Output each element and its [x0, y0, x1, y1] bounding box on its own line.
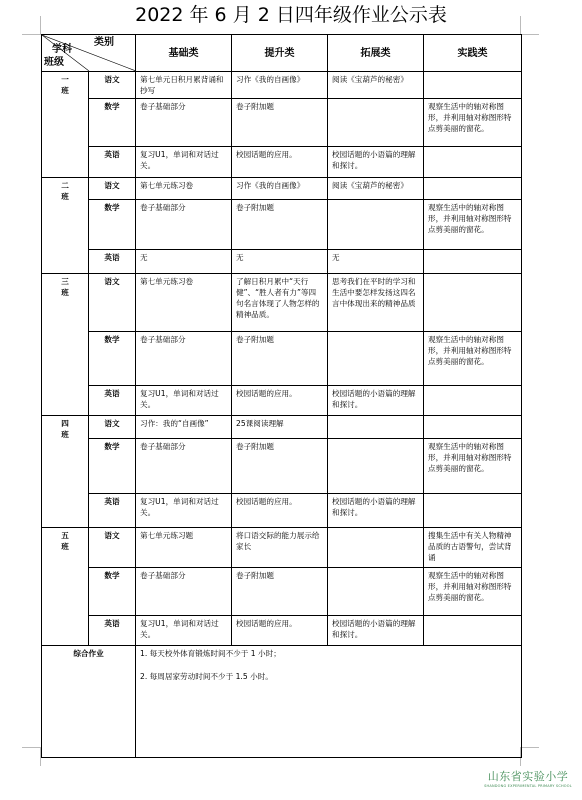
homework-cell-basic: 第七单元练习卷: [136, 274, 232, 332]
homework-cell-improve: 卷子附加题: [232, 568, 328, 616]
header-subject-label: 学科: [52, 44, 72, 55]
table-row: [42, 439, 522, 494]
subject-label-chinese: 语文: [89, 178, 136, 200]
subject-label-english: 英语: [89, 616, 136, 646]
summary-item-sports: 1. 每天校外体育锻炼时间不少于 1 小时；: [140, 649, 281, 658]
homework-cell-improve: 校园话题的应用。: [232, 147, 328, 178]
homework-cell-improve: 习作《我的自画像》: [232, 178, 328, 200]
crop-mark-bottom-left: [22, 747, 41, 766]
homework-cell-practice: [424, 250, 522, 274]
homework-cell-extend: 校园话题的小语篇的理解和探讨。: [328, 147, 424, 178]
table-row: [42, 250, 522, 274]
column-header-basic: 基础类: [136, 35, 232, 72]
class-label: 五 班: [42, 528, 89, 646]
subject-label-english: 英语: [89, 494, 136, 528]
homework-cell-basic: 第七单元日积月累背诵和抄写: [136, 72, 232, 99]
table-row: [42, 200, 522, 250]
homework-cell-extend: 思考我们在平时的学习和生活中要怎样发扬这四名言中体现出来的精神品质: [328, 274, 424, 332]
table-row: [42, 416, 522, 439]
column-header-practice: 实践类: [424, 35, 522, 72]
homework-cell-extend: 阅读《宝葫芦的秘密》: [328, 178, 424, 200]
homework-cell-basic: 卷子基础部分: [136, 332, 232, 386]
homework-cell-practice: [424, 72, 522, 99]
school-logo-name: 山东省实验小学: [487, 770, 569, 783]
crop-mark-bottom-right: [520, 747, 539, 766]
school-logo-english: SHANDONG EXPERIMENTAL PRIMARY SCHOOL: [484, 784, 572, 788]
homework-cell-improve: 校园话题的应用。: [232, 616, 328, 646]
homework-cell-practice: 观察生活中的轴对称图形，并利用轴对称图形特点剪美丽的窗花。: [424, 439, 522, 494]
subject-label-chinese: 语文: [89, 72, 136, 99]
homework-cell-extend: [328, 332, 424, 386]
homework-cell-extend: [328, 568, 424, 616]
table-row: [42, 494, 522, 528]
school-logo: [478, 768, 578, 788]
homework-cell-basic: 卷子基础部分: [136, 99, 232, 147]
table-row: [42, 568, 522, 616]
table-row: [42, 72, 522, 99]
subject-label-math: 数学: [89, 568, 136, 616]
homework-cell-practice: [424, 386, 522, 416]
class-label: 二 班: [42, 178, 89, 274]
subject-label-english: 英语: [89, 147, 136, 178]
homework-cell-practice: 观察生活中的轴对称图形，并利用轴对称图形特点剪美丽的窗花。: [424, 332, 522, 386]
subject-label-chinese: 语文: [89, 416, 136, 439]
homework-table: [41, 34, 522, 758]
homework-cell-basic: 复习U1，单词和对话过关。: [136, 147, 232, 178]
table-row: [42, 386, 522, 416]
subject-label-math: 数学: [89, 439, 136, 494]
homework-cell-extend: [328, 439, 424, 494]
homework-cell-improve: 卷子附加题: [232, 439, 328, 494]
subject-label-english: 英语: [89, 386, 136, 416]
homework-cell-extend: 无: [328, 250, 424, 274]
homework-cell-improve: 卷子附加题: [232, 200, 328, 250]
homework-cell-practice: [424, 494, 522, 528]
homework-cell-practice: 观察生活中的轴对称图形，并利用轴对称图形特点剪美丽的窗花。: [424, 568, 522, 616]
summary-item-housework: 2. 每周居家劳动时间不少于 1.5 小时。: [140, 672, 273, 681]
homework-cell-practice: [424, 147, 522, 178]
class-label: 三 班: [42, 274, 89, 416]
homework-cell-extend: 阅读《宝葫芦的秘密》: [328, 72, 424, 99]
subject-label-math: 数学: [89, 200, 136, 250]
homework-cell-practice: [424, 416, 522, 439]
homework-cell-improve: 将口语交际的能力展示给家长: [232, 528, 328, 568]
homework-cell-practice: [424, 274, 522, 332]
column-header-extend: 拓展类: [328, 35, 424, 72]
homework-cell-extend: 校园话题的小语篇的理解和探讨。: [328, 386, 424, 416]
homework-cell-improve: 卷子附加题: [232, 99, 328, 147]
homework-cell-practice: 观察生活中的轴对称图形，并利用轴对称图形特点剪美丽的窗花。: [424, 99, 522, 147]
table-row: [42, 178, 522, 200]
summary-content: [136, 646, 522, 758]
homework-cell-practice: 搜集生活中有关人物精神品质的古语警句，尝试背诵: [424, 528, 522, 568]
homework-cell-basic: 卷子基础部分: [136, 200, 232, 250]
homework-cell-basic: 复习U1，单词和对话过关。: [136, 494, 232, 528]
homework-cell-improve: 习作《我的自画像》: [232, 72, 328, 99]
subject-label-chinese: 语文: [89, 528, 136, 568]
homework-cell-basic: 复习U1，单词和对话过关。: [136, 616, 232, 646]
header-row: [42, 35, 522, 72]
homework-cell-improve: 校园话题的应用。: [232, 494, 328, 528]
homework-cell-improve: 25课阅读理解: [232, 416, 328, 439]
table-row: [42, 528, 522, 568]
header-corner-cell: [42, 35, 136, 72]
subject-label-english: 英语: [89, 250, 136, 274]
table-row: [42, 616, 522, 646]
homework-cell-practice: [424, 616, 522, 646]
table-row: [42, 332, 522, 386]
homework-cell-basic: 卷子基础部分: [136, 568, 232, 616]
crop-mark-top-left: [22, 16, 41, 35]
homework-cell-extend: 校园话题的小语篇的理解和探讨。: [328, 494, 424, 528]
homework-cell-basic: 第七单元练习卷: [136, 178, 232, 200]
header-category-label: 类别: [94, 37, 114, 48]
homework-cell-basic: 卷子基础部分: [136, 439, 232, 494]
subject-label-math: 数学: [89, 99, 136, 147]
homework-cell-extend: [328, 528, 424, 568]
table-row: [42, 274, 522, 332]
homework-cell-basic: 无: [136, 250, 232, 274]
homework-cell-improve: 无: [232, 250, 328, 274]
homework-cell-extend: [328, 200, 424, 250]
crop-mark-top-right: [520, 16, 539, 35]
column-header-improve: 提升类: [232, 35, 328, 72]
homework-cell-practice: [424, 178, 522, 200]
header-class-label: 班级: [44, 57, 64, 68]
summary-row: [42, 646, 522, 758]
homework-cell-basic: 习作：我的“自画像”: [136, 416, 232, 439]
subject-label-math: 数学: [89, 332, 136, 386]
table-row: [42, 99, 522, 147]
subject-label-chinese: 语文: [89, 274, 136, 332]
summary-label: 综合作业: [42, 646, 136, 758]
table-row: [42, 147, 522, 178]
homework-cell-practice: 观察生活中的轴对称图形，并利用轴对称图形特点剪美丽的窗花。: [424, 200, 522, 250]
class-label: 四 班: [42, 416, 89, 528]
class-label: 一 班: [42, 72, 89, 178]
homework-cell-extend: [328, 416, 424, 439]
page-title: 2022 年 6 月 2 日四年级作业公示表: [135, 4, 447, 26]
homework-cell-extend: [328, 99, 424, 147]
homework-cell-improve: 校园话题的应用。: [232, 386, 328, 416]
homework-cell-improve: 了解日积月累中“天行健”、“胜人者有力”等四句名言体现了人物怎样的精神品质。: [232, 274, 328, 332]
homework-cell-basic: 复习U1，单词和对话过关。: [136, 386, 232, 416]
homework-cell-basic: 第七单元练习题: [136, 528, 232, 568]
homework-cell-extend: 校园话题的小语篇的理解和探讨。: [328, 616, 424, 646]
homework-cell-improve: 卷子附加题: [232, 332, 328, 386]
